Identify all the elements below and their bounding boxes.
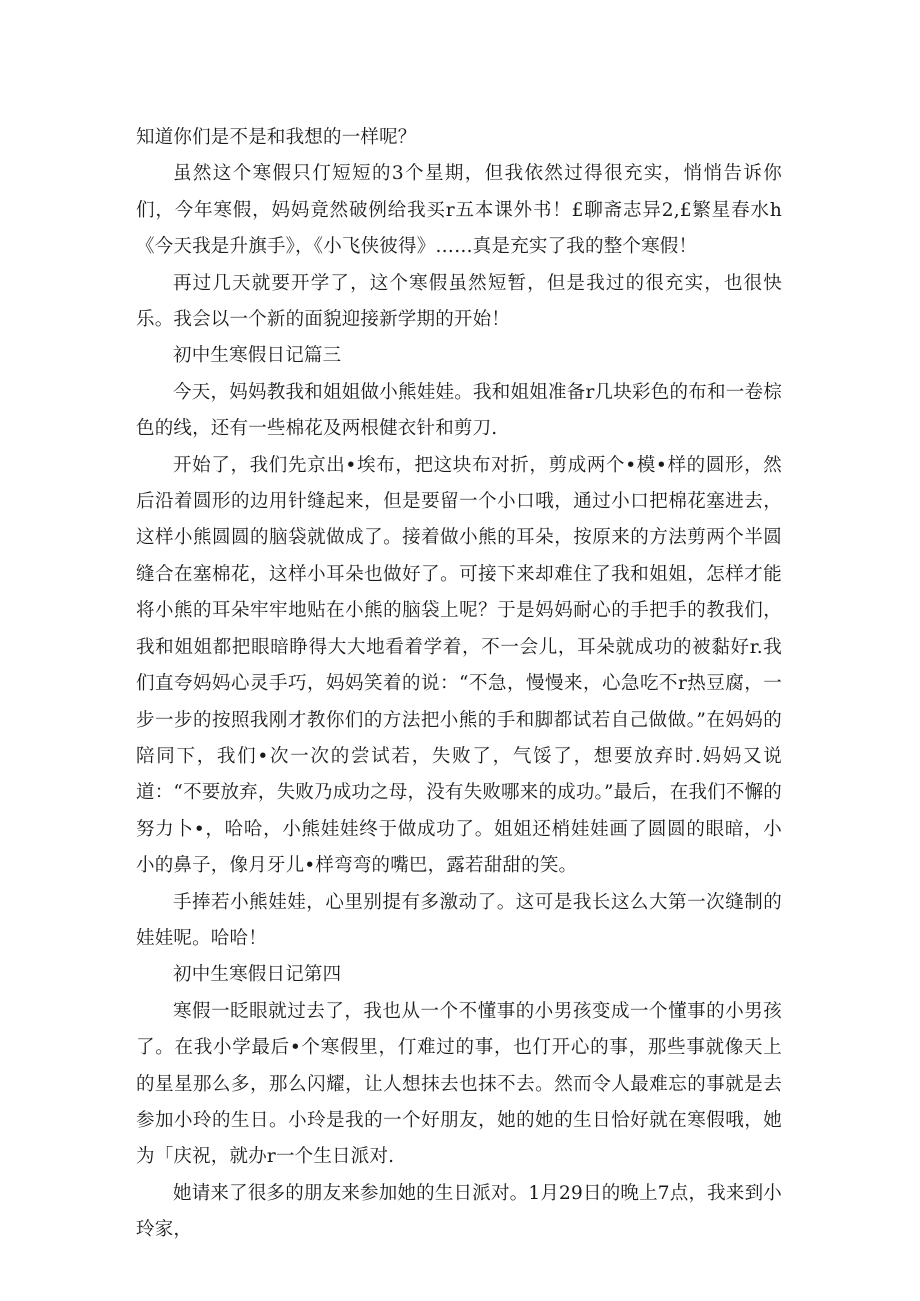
paragraph-4: 今天，妈妈教我和姐姐做小熊娃娃。我和姐姐准备r几块彩色的布和一卷棕色的线，还有一些棉花及两根健衣针和剪刀.	[136, 381, 782, 440]
paragraph-7: 寒假一眨眼就过去了，我也从一个不懂事的小男孩变成一个懂事的小男孩了。在我小学最后•个寒假里，仃难过的事，也仃开心的事，那些事就像天上的星星那么多，那么闪耀，让人想抹去也抹不去。然而令人最难忘的事就是去参加小玲的生日。小玲是我的一个好朋友，她的她的生日恰好就在寒假哦，她为「庆祝，就办r一个生日派对.	[136, 1000, 782, 1168]
section-heading-4: 初中生寒假日记第四	[173, 964, 342, 986]
paragraph-3: 再过几天就要开学了，这个寒假虽然短暂，但是我过的很充实，也很快乐。我会以一个新的面貌迎接新学期的开始！	[136, 272, 782, 331]
paragraph-1: 知道你们是不是和我想的一样呢？	[136, 127, 417, 148]
paragraph-5: 开始了，我们先京出•埃布，把这块布对折，剪成两个•模•样的圆形，然后沿着圆形的边用针缝起来，但是要留一个小口哦，通过小口把棉花塞进去，这样小熊圆圆的脑袋就做成了。接着做小熊的耳朵，按原来的方法剪两个半圆缝合在塞棉花，这样小耳朵也做好了。可接下来却难住了我和姐姐，怎样才能将小熊的耳朵牢牢地贴在小熊的脑袋上呢？于是妈妈耐心的手把手的教我们，我和姐姐都把眼暗睁得大大地看着学着，不一会儿，耳朵就成功的被黏好r.我们直夸妈妈心灵手巧，妈妈笑着的说：“不急，慢慢来，心急吃不r热豆腐，一步一步的按照我刚才教你们的方法把小熊的手和脚都试若自己做做。”在妈妈的陪同下，我们•次一次的尝试若，失败了，气馁了，想要放弃时.妈妈又说道：“不要放弃，失败乃成功之母，没有失败哪来的成功。”最后，在我们不懈的努力卜•，哈哈，小熊娃娃终于做成功了。姐姐还梢娃娃画了圆圆的眼暗，小小的鼻子，像月牙儿•样弯弯的嘴巴，露若甜甜的笑。	[136, 454, 782, 877]
paragraph-2: 虽然这个寒假只仃短短的3个星期，但我依然过得很充实，悄悄告诉你们，今年寒假，妈妈竟然破例给我买r五本课外书！£聊斋志异2,£繁星春水h《今天我是升旗手》，《小飞侠彼得》……真是充实了我的整个寒假！	[136, 163, 782, 258]
paragraph-6: 手捧若小熊娃娃，心里别提有多激动了。这可是我长这么大第一次缝制的娃娃呢。哈哈！	[136, 891, 782, 949]
paragraph-8: 她请来了很多的朋友来参加她的生日派对。1月29日的晚上7点，我来到小玲家，	[136, 1182, 782, 1241]
section-heading-3: 初中生寒假日记篇三	[173, 345, 342, 367]
document-body	[136, 120, 782, 1249]
